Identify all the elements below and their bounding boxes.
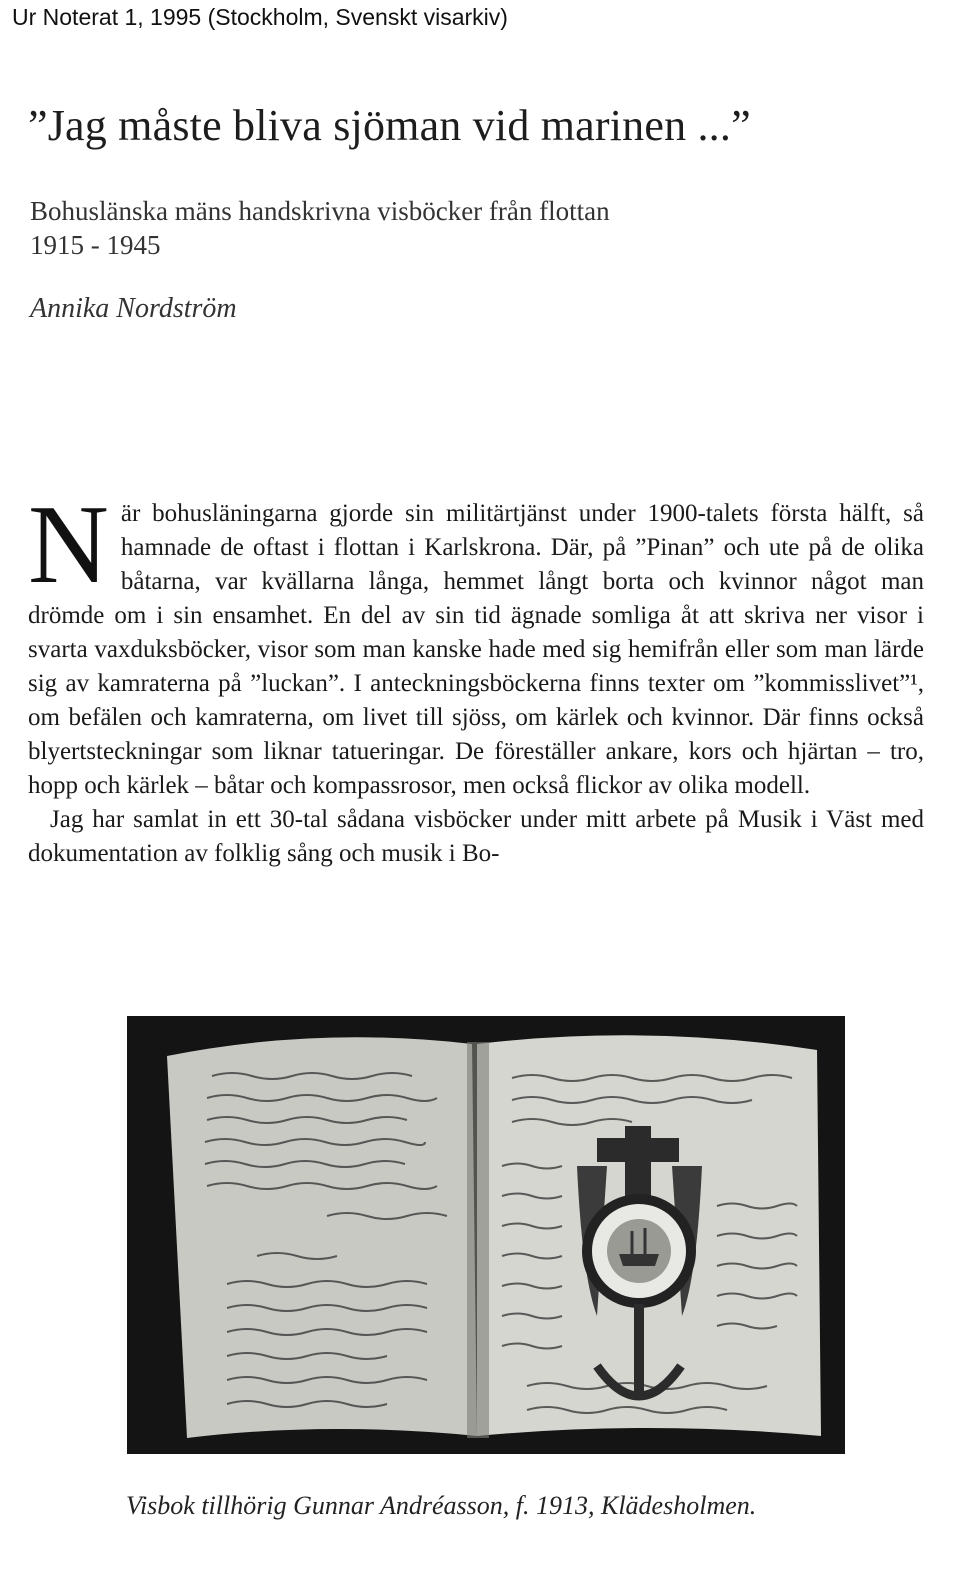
article-title: ”Jag måste bliva sjöman vid marinen ...” [28, 101, 751, 150]
paragraph-2: Jag har samlat in ett 30-tal sådana visböcker under mitt arbete på Musik i Väst med dokumentation av folklig sång och musik i Bo- [28, 806, 924, 867]
notebook-photo [127, 1016, 845, 1454]
source-reference: Ur Noterat 1, 1995 (Stockholm, Svenskt visarkiv) [12, 4, 508, 30]
drop-cap: N [28, 483, 109, 607]
subtitle-line-1: Bohuslänska mäns handskrivna visböcker från flottan [30, 196, 610, 226]
paragraph-1 [28, 483, 924, 803]
subtitle-line-2: 1915 - 1945 [30, 230, 161, 260]
article-subtitle [30, 194, 790, 262]
paragraph-1-text: är bohusläningarna gjorde sin militärtjänst under 1900-talets första hälft, så hamnade de oftast i flottan i Karlskrona. Där, på ”Pinan” och ute på de olika båtarna, var kvällarna långa, hemmet långt borta och kvinnor något man drömde om i sin ensamhet. En del av sin tid ägnade somliga åt att skriva ner visor i svarta vaxduksböcker, visor som man kanske hade med sig hemifrån eller som man lärde sig av kamraterna på ”luckan”. I anteckningsböckerna finns texter om ”kommisslivet”¹, om befälen och kamraterna, om livet till sjöss, om kärlek och kvinnor. Där finns också blyertsteckningar som liknar tatueringar. De föreställer ankare, kors och hjärtan – tro, hopp och kärlek – båtar och kompassrosor, men också flickor av olika modell. [28, 500, 924, 799]
article-body [28, 483, 924, 871]
figure-caption: Visbok tillhörig Gunnar Andréasson, f. 1913, Klädesholmen. [126, 1491, 757, 1520]
article-author: Annika Nordström [30, 293, 237, 324]
open-notebook-photo-icon [127, 1016, 845, 1454]
